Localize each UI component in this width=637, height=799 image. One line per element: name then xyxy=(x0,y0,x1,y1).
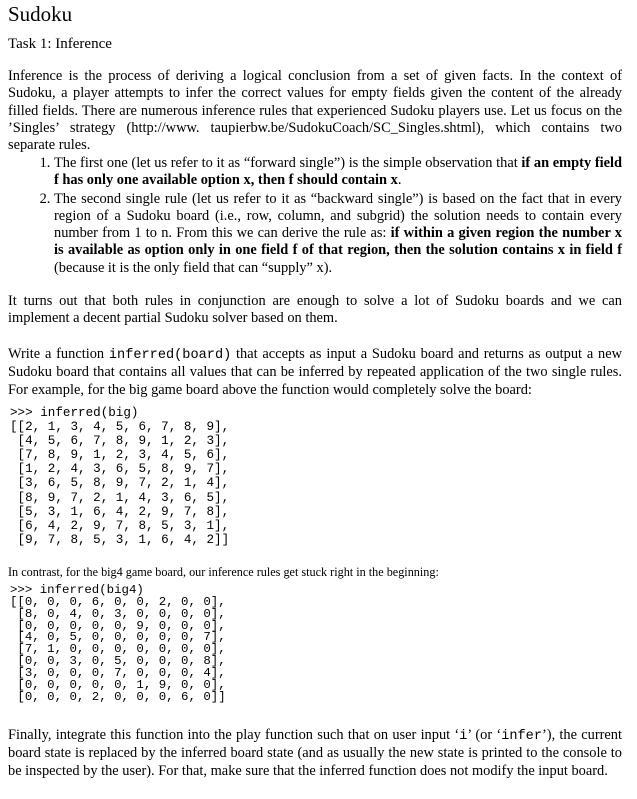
rule-emphasis: if within a given region the number x is available as option only in one field f of that region, then the solution contains x in field f xyxy=(54,225,622,259)
rule-text: The first one (let us refer to it as “forward single”) is the simple observation that xyxy=(54,155,522,171)
task-heading: Task 1: Inference xyxy=(8,36,112,52)
finally-paragraph xyxy=(8,727,622,780)
intro-paragraph: Inference is the process of deriving a logical conclusion from a set of given facts. In the context of Sudoku, a player attempts to infer the correct values for empty fields given the content of the already filled fields. There are numerous inference rules that experienced Sudoku players use. Let us focus on the ’Singles’ strategy (http://www. taupierbw.be/SudokuCoach/SC_Singles.shtml), which contains two separate rules. xyxy=(8,68,622,154)
rule-text-end: (because it is the only field that can “supply” x). xyxy=(54,259,333,276)
rule-text-end: . xyxy=(397,172,402,189)
write-text-end: that accepts as input a Sudoku board and returns as output a new Sudoku board that contains all values that can be inferred by repeated application of the two single rules. For example, for the big game board above the function would completely solve the board: xyxy=(8,346,622,398)
rule-emphasis: if an empty field f has only one available option x, then f should contain x xyxy=(54,155,623,189)
code-block-big4: >>> inferred(big4) [[0, 0, 0, 6, 0, 0, 2, 0, 0], [8, 0, 4, 0, 3, 0, 0, 0, 0], [0, 0, 0, 0, 0, 9, 0, 0, 0], [4, 0, 5, 0, 0, 0, 0, 0, 7], [7, 1, 0, 0, 0, 0, 0, 0, 0], [0, 0, 3, 0, 5, 0, 0, 0, 8], [3, 0, 0, 0, 7, 0, 0, 0, 4], [0, 0, 0, 0, 0, 1, 9, 0, 0], [0, 0, 0, 2, 0, 0, 0, 6, 0]] xyxy=(10,583,226,704)
rule-text: The second single rule (let us refer to it as “backward single”) is based on the fact that in every region of a Sudoku board (i.e., row, column, and subgrid) the solution needs to contain every number from 1 to n. From this we can derive the rule as: xyxy=(54,190,622,242)
document-title: Sudoku xyxy=(8,2,73,26)
write-function-paragraph xyxy=(8,346,622,399)
input-code-i: i xyxy=(459,729,468,744)
code-block-big: >>> inferred(big) [[2, 1, 3, 4, 5, 6, 7, 8, 9], [4, 5, 6, 7, 8, 9, 1, 2, 3], [7, 8, 9, 1, 2, 3, 4, 5, 6], [1, 2, 4, 3, 6, 5, 8, 9, 7], [3, 6, 5, 8, 9, 7, 2, 1, 4], [8, 9, 7, 2, 1, 4, 3, 6, 5], [5, 3, 1, 6, 4, 2, 9, 7, 8], [6, 4, 2, 9, 7, 8, 5, 3, 1], [9, 7, 8, 5, 3, 1, 6, 4, 2]] xyxy=(10,406,230,547)
finally-text: Finally, integrate this function into the play function such that on user input ‘ xyxy=(8,727,460,743)
rule-backward-single xyxy=(54,191,622,277)
conjunction-paragraph: It turns out that both rules in conjunction are enough to solve a lot of Sudoku boards and we can implement a decent partial Sudoku solver based on them. xyxy=(8,293,622,327)
input-code-infer: infer xyxy=(501,729,542,744)
contrast-paragraph: In contrast, for the big4 game board, our inference rules get stuck right in the beginning: xyxy=(8,565,439,579)
write-text: Write a function xyxy=(8,346,109,362)
finally-text-end: ’), the current board state is replaced by the inferred board state (and as usually the new state is printed to the console to be inspected by the user). For that, make sure that the inferred function does not modify the input board. xyxy=(8,727,622,779)
finally-text-mid: ’ (or ‘ xyxy=(467,727,502,743)
rules-list xyxy=(8,155,622,278)
rule-forward-single xyxy=(54,155,622,190)
function-signature: inferred(board) xyxy=(108,348,232,363)
